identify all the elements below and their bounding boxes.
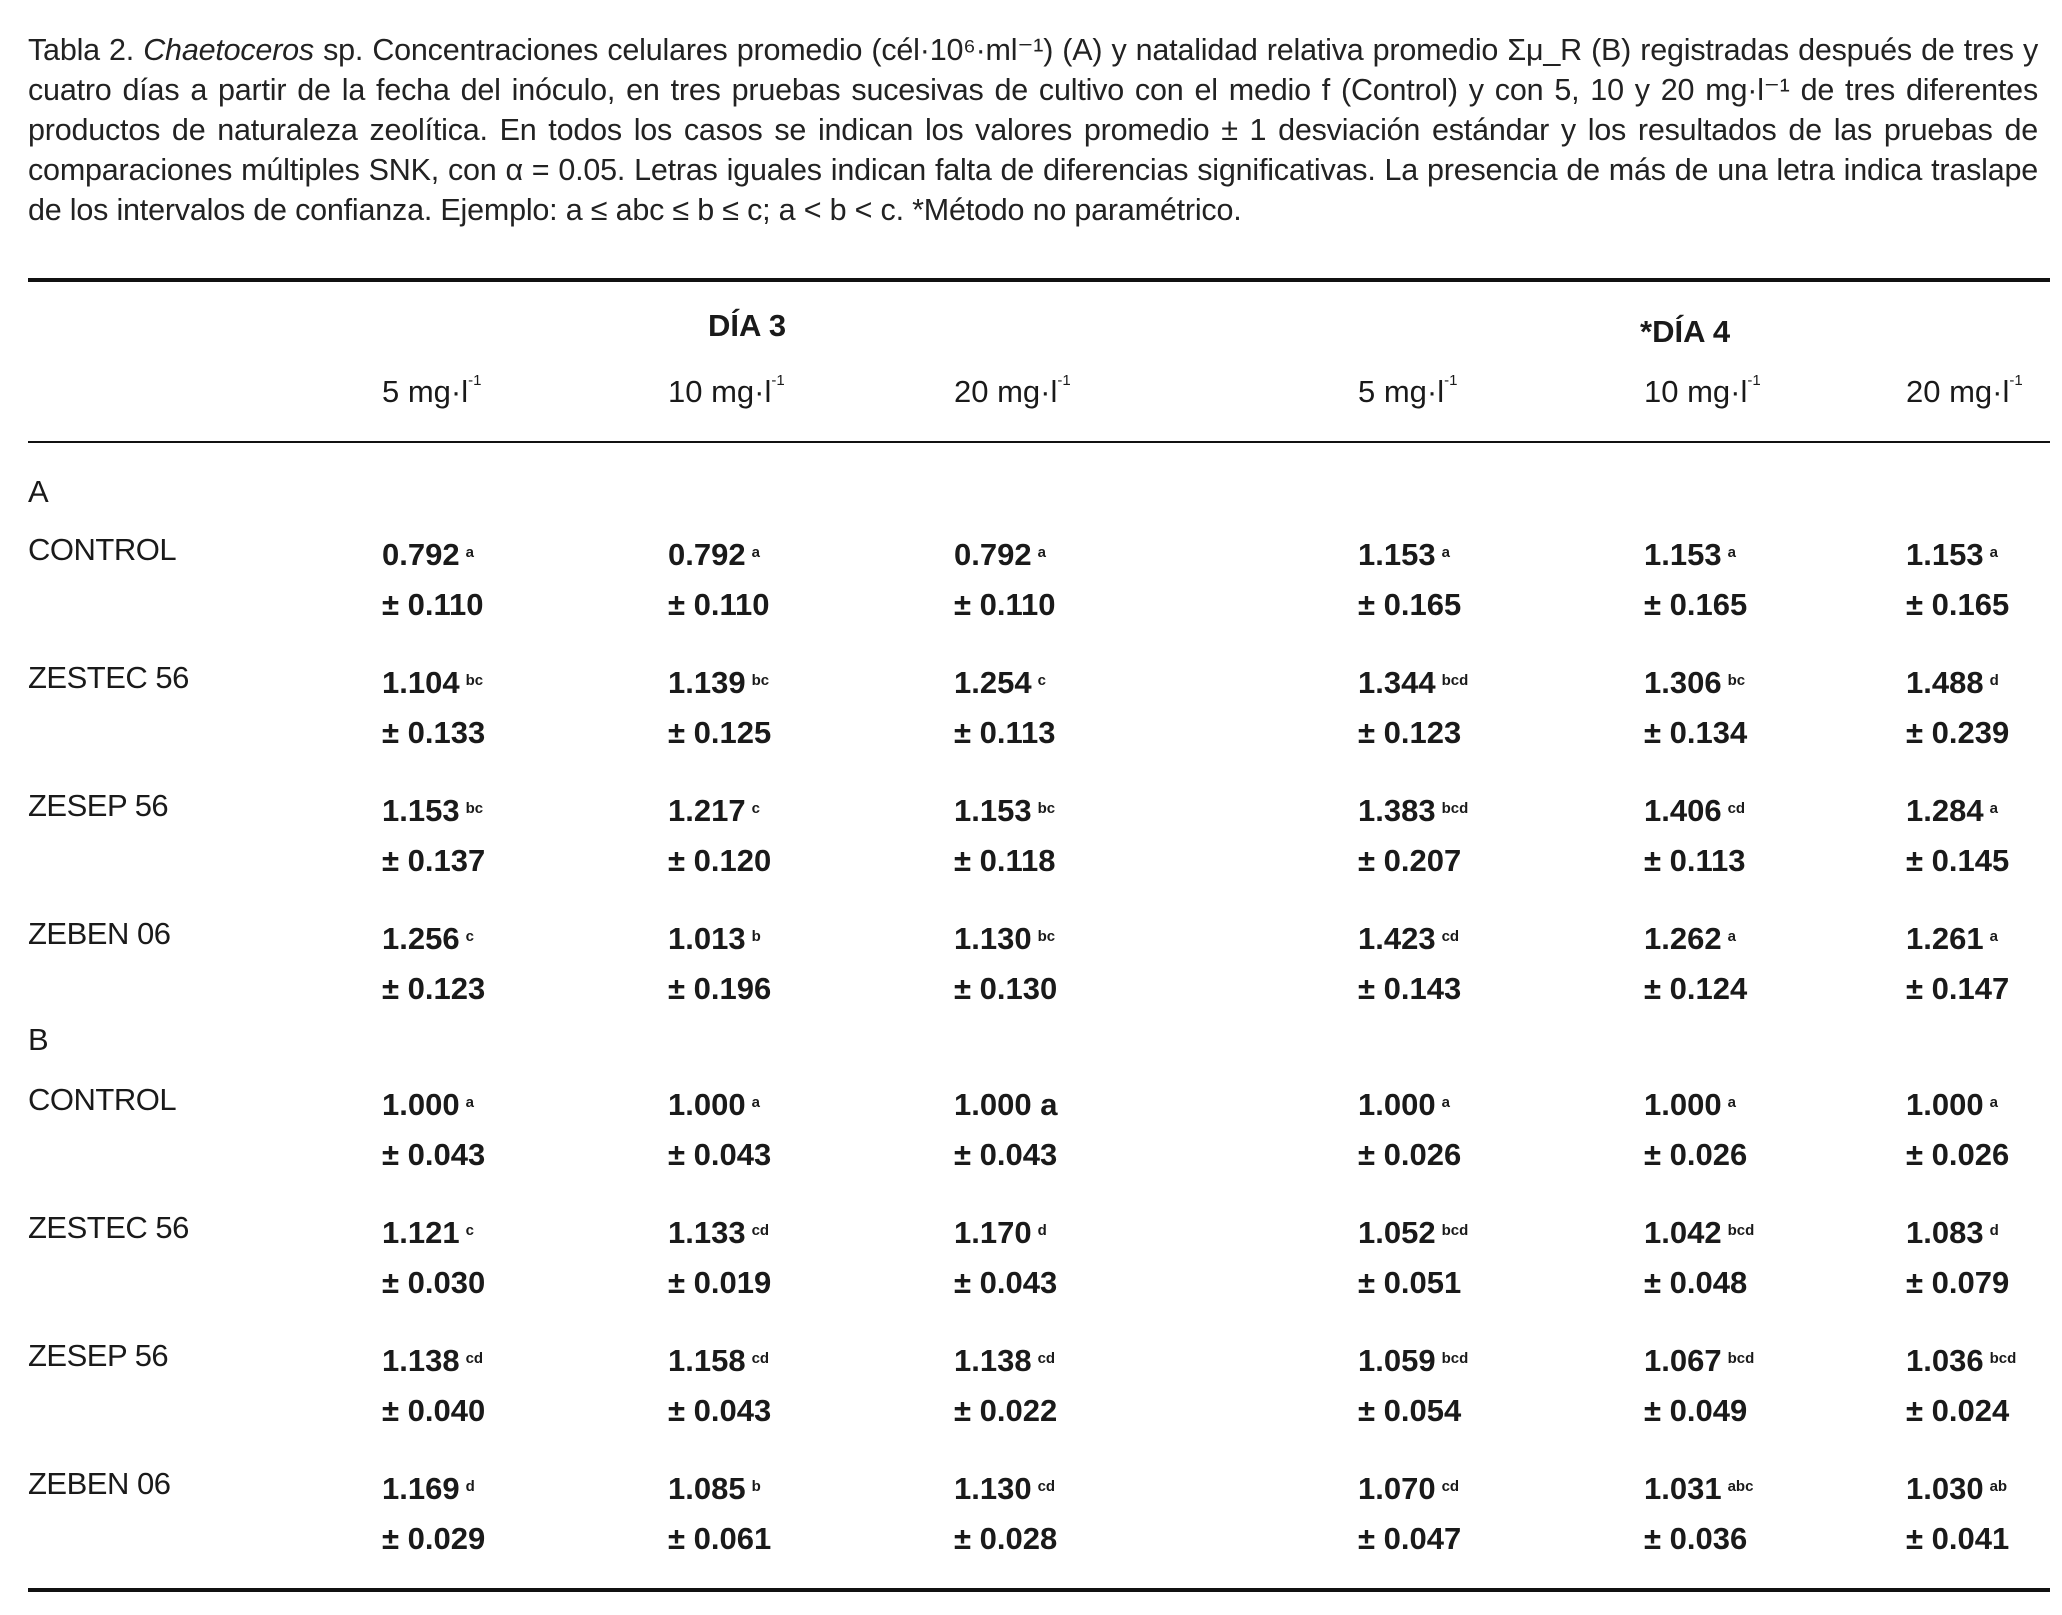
- cell-snk-letters: a: [1727, 928, 1736, 945]
- table-cell: [668, 530, 770, 630]
- table-cell: [954, 530, 1056, 630]
- cell-mean: 1.254: [954, 665, 1032, 700]
- table-cell: [1358, 1336, 1468, 1436]
- cell-mean: 1.104: [382, 665, 460, 700]
- cell-snk-letters: bc: [465, 672, 484, 689]
- cell-snk-letters: bcd: [1441, 1222, 1469, 1239]
- cell-std-dev: ± 0.048: [1644, 1265, 1748, 1300]
- unit-exponent: -1: [771, 372, 785, 389]
- cell-std-dev: ± 0.143: [1358, 971, 1462, 1006]
- unit-exponent: -1: [468, 372, 482, 389]
- cell-mean: 1.042: [1644, 1215, 1722, 1250]
- cell-std-dev: ± 0.113: [954, 715, 1056, 750]
- table-cell: [1644, 530, 1747, 630]
- cell-std-dev: ± 0.022: [954, 1393, 1058, 1428]
- cell-snk-letters: c: [465, 928, 474, 945]
- cell-std-dev: ± 0.165: [1358, 587, 1462, 622]
- cell-snk-letters: a: [465, 1094, 474, 1111]
- cell-mean: 1.000: [1644, 1087, 1722, 1122]
- table-cell: [382, 914, 485, 1014]
- cell-std-dev: ± 0.054: [1358, 1393, 1462, 1428]
- cell-snk-letters: bcd: [1727, 1222, 1755, 1239]
- cell-snk-letters: bc: [751, 672, 770, 689]
- concentration-header: [668, 374, 785, 410]
- unit-exponent: -1: [1057, 372, 1071, 389]
- cell-mean: 1.121: [382, 1215, 460, 1250]
- cell-snk-letters: bc: [1727, 672, 1746, 689]
- cell-std-dev: ± 0.026: [1906, 1137, 2010, 1172]
- table-cell: [954, 1208, 1057, 1308]
- cell-std-dev: ± 0.120: [668, 843, 772, 878]
- cell-mean: 1.344: [1358, 665, 1436, 700]
- concentration-header: [954, 374, 1071, 410]
- cell-mean: 1.130: [954, 1471, 1032, 1506]
- cell-mean: 0.792: [954, 537, 1032, 572]
- cell-std-dev: ± 0.047: [1358, 1521, 1462, 1556]
- cell-mean: 1.070: [1358, 1471, 1436, 1506]
- cell-snk-letters: cd: [751, 1222, 770, 1239]
- cell-mean: 1.000: [1906, 1087, 1984, 1122]
- table-cell: [954, 1464, 1057, 1564]
- table-cell: [668, 914, 771, 1014]
- day3-header: DÍA 3: [708, 308, 787, 343]
- cell-mean: 1.067: [1644, 1343, 1722, 1378]
- cell-snk-letters: a: [1037, 544, 1046, 561]
- cell-std-dev: ± 0.124: [1644, 971, 1748, 1006]
- cell-std-dev: ± 0.133: [382, 715, 486, 750]
- cell-snk-letters: a: [1441, 1094, 1450, 1111]
- cell-std-dev: ± 0.049: [1644, 1393, 1748, 1428]
- cell-mean: 1.000: [668, 1087, 746, 1122]
- table-cell: [1906, 1080, 2009, 1180]
- day4-header: *DÍA 4: [1640, 314, 1731, 349]
- concentration-label: 10 mg·l: [1644, 374, 1748, 409]
- cell-snk-letters: c: [465, 1222, 474, 1239]
- cell-snk-letters: bcd: [1441, 672, 1469, 689]
- cell-std-dev: ± 0.028: [954, 1521, 1058, 1556]
- cell-mean: 1.284: [1906, 793, 1984, 828]
- cell-snk-letters: b: [751, 928, 761, 945]
- concentration-label: 20 mg·l: [1906, 374, 2010, 409]
- table-cell: [668, 1208, 771, 1308]
- cell-std-dev: ± 0.030: [382, 1265, 486, 1300]
- cell-std-dev: ± 0.026: [1358, 1137, 1462, 1172]
- caption-label: Tabla 2.: [28, 33, 135, 67]
- row-label: ZESEP 56: [28, 1338, 169, 1373]
- cell-std-dev: ± 0.043: [382, 1137, 486, 1172]
- cell-snk-letters: bcd: [1441, 1350, 1469, 1367]
- cell-std-dev: ± 0.026: [1644, 1137, 1748, 1172]
- table-cell: [382, 1208, 485, 1308]
- cell-snk-letters: a: [1989, 928, 1998, 945]
- table-cell: [1358, 530, 1461, 630]
- concentration-label: 5 mg·l: [1358, 374, 1445, 409]
- cell-snk-letters: a: [1727, 1094, 1736, 1111]
- cell-mean: 1.031: [1644, 1471, 1722, 1506]
- cell-snk-letters: cd: [1441, 928, 1460, 945]
- cell-mean: 1.306: [1644, 665, 1722, 700]
- cell-mean: 1.000 a: [954, 1087, 1058, 1122]
- row-label: CONTROL: [28, 1082, 177, 1117]
- cell-std-dev: ± 0.051: [1358, 1265, 1462, 1300]
- cell-std-dev: ± 0.134: [1644, 715, 1748, 750]
- table-cell: [1906, 1336, 2016, 1436]
- cell-snk-letters: a: [465, 544, 474, 561]
- cell-mean: 1.059: [1358, 1343, 1436, 1378]
- table-cell: [1358, 1464, 1461, 1564]
- cell-snk-letters: d: [465, 1478, 475, 1495]
- row-label: ZESTEC 56: [28, 1210, 189, 1245]
- table-caption: [28, 30, 2038, 230]
- row-label: ZEBEN 06: [28, 1466, 171, 1501]
- cell-snk-letters: cd: [1727, 800, 1746, 817]
- concentration-header: [1906, 374, 2023, 410]
- cell-mean: 1.130: [954, 921, 1032, 956]
- cell-snk-letters: bc: [1037, 800, 1056, 817]
- cell-mean: 1.036: [1906, 1343, 1984, 1378]
- table-cell: [668, 1080, 771, 1180]
- row-label: ZESTEC 56: [28, 660, 189, 695]
- table-cell: [1906, 530, 2009, 630]
- table-cell: [382, 1336, 485, 1436]
- section-label: A: [28, 474, 49, 509]
- cell-std-dev: ± 0.137: [382, 843, 486, 878]
- cell-snk-letters: d: [1989, 672, 1999, 689]
- cell-mean: 1.261: [1906, 921, 1984, 956]
- table-cell: [1644, 1080, 1747, 1180]
- row-label: ZESEP 56: [28, 788, 169, 823]
- table-cell: [668, 786, 771, 886]
- cell-std-dev: ± 0.043: [954, 1137, 1058, 1172]
- table-cell: [1358, 786, 1468, 886]
- table-cell: [382, 1080, 485, 1180]
- table-top-rule: [28, 278, 2050, 282]
- table-cell: [1906, 1464, 2009, 1564]
- concentration-label: 10 mg·l: [668, 374, 772, 409]
- cell-std-dev: ± 0.019: [668, 1265, 772, 1300]
- table-cell: [1644, 786, 1746, 886]
- cell-snk-letters: cd: [751, 1350, 770, 1367]
- table-cell: [382, 658, 485, 758]
- cell-std-dev: ± 0.079: [1906, 1265, 2010, 1300]
- cell-mean: 1.133: [668, 1215, 746, 1250]
- unit-exponent: -1: [1444, 372, 1458, 389]
- unit-exponent: -1: [1747, 372, 1761, 389]
- cell-std-dev: ± 0.029: [382, 1521, 486, 1556]
- cell-std-dev: ± 0.043: [954, 1265, 1058, 1300]
- cell-mean: 1.139: [668, 665, 746, 700]
- concentration-header: [1358, 374, 1457, 410]
- table-cell: [1644, 658, 1747, 758]
- cell-mean: 0.792: [382, 537, 460, 572]
- table-cell: [382, 530, 484, 630]
- table-cell: [954, 914, 1057, 1014]
- concentration-label: 5 mg·l: [382, 374, 469, 409]
- table-cell: [668, 1464, 771, 1564]
- cell-std-dev: ± 0.165: [1906, 587, 2010, 622]
- cell-std-dev: ± 0.036: [1644, 1521, 1748, 1556]
- cell-std-dev: ± 0.147: [1906, 971, 2010, 1006]
- cell-snk-letters: cd: [1037, 1350, 1056, 1367]
- cell-mean: 1.000: [382, 1087, 460, 1122]
- cell-snk-letters: cd: [1441, 1478, 1460, 1495]
- cell-mean: 1.423: [1358, 921, 1436, 956]
- table-cell: [954, 1080, 1057, 1180]
- table-cell: [1906, 786, 2009, 886]
- cell-mean: 1.153: [954, 793, 1032, 828]
- table-cell: [954, 1336, 1057, 1436]
- cell-snk-letters: bcd: [1727, 1350, 1755, 1367]
- table-cell: [1644, 914, 1747, 1014]
- table-cell: [1358, 658, 1468, 758]
- table-cell: [1906, 658, 2009, 758]
- cell-snk-letters: a: [1727, 544, 1736, 561]
- cell-std-dev: ± 0.207: [1358, 843, 1462, 878]
- cell-snk-letters: cd: [465, 1350, 484, 1367]
- table-cell: [668, 1336, 771, 1436]
- section-label: B: [28, 1022, 49, 1057]
- cell-mean: 1.138: [954, 1343, 1032, 1378]
- cell-mean: 1.217: [668, 793, 746, 828]
- cell-mean: 1.052: [1358, 1215, 1436, 1250]
- table-cell: [1644, 1336, 1754, 1436]
- table-cell: [668, 658, 771, 758]
- cell-std-dev: ± 0.125: [668, 715, 772, 750]
- concentration-header: [1644, 374, 1761, 410]
- table-bottom-rule: [28, 1588, 2050, 1592]
- row-label: ZEBEN 06: [28, 916, 171, 951]
- table-cell: [382, 1464, 485, 1564]
- cell-std-dev: ± 0.165: [1644, 587, 1748, 622]
- table-cell: [382, 786, 485, 886]
- cell-snk-letters: a: [751, 1094, 760, 1111]
- cell-mean: 1.138: [382, 1343, 460, 1378]
- cell-mean: 1.000: [1358, 1087, 1436, 1122]
- cell-snk-letters: cd: [1037, 1478, 1056, 1495]
- cell-snk-letters: c: [751, 800, 760, 817]
- caption-text: sp. Concentraciones celulares promedio (cél·10⁶·ml⁻¹) (A) y natalidad relativa promedio Σμ_R (B) registradas después de tres y cuatro días a partir de la fecha del inóculo, en tres pruebas sucesivas de cultivo con el medio f (Control) y con 5, 10 y 20 mg·l⁻¹ de tres diferentes productos de naturaleza zeolítica. En todos los casos se indican los valores promedio ± 1 desviación estándar y los resultados de las pruebas de comparaciones múltiples SNK, con α = 0.05. Letras iguales indican falta de diferencias significativas. La presencia de más de una letra indica traslape de los intervalos de confianza. Ejemplo: a ≤ abc ≤ b ≤ c; a < b < c. *Método no paramétrico.: [28, 33, 2039, 227]
- concentration-header: [382, 374, 481, 410]
- row-label: CONTROL: [28, 532, 177, 567]
- cell-std-dev: ± 0.043: [668, 1137, 772, 1172]
- cell-snk-letters: ab: [1989, 1478, 2008, 1495]
- cell-std-dev: ± 0.123: [382, 971, 486, 1006]
- cell-std-dev: ± 0.123: [1358, 715, 1462, 750]
- cell-std-dev: ± 0.145: [1906, 843, 2010, 878]
- cell-mean: 1.488: [1906, 665, 1984, 700]
- cell-std-dev: ± 0.196: [668, 971, 772, 1006]
- caption-species: Chaetoceros: [143, 33, 314, 67]
- cell-mean: 1.158: [668, 1343, 746, 1378]
- cell-std-dev: ± 0.110: [668, 587, 770, 622]
- cell-std-dev: ± 0.061: [668, 1521, 772, 1556]
- table-cell: [1906, 914, 2009, 1014]
- table-cell: [1906, 1208, 2009, 1308]
- cell-mean: 1.169: [382, 1471, 460, 1506]
- cell-std-dev: ± 0.113: [1644, 843, 1746, 878]
- cell-mean: 1.153: [1358, 537, 1436, 572]
- cell-snk-letters: d: [1989, 1222, 1999, 1239]
- cell-std-dev: ± 0.118: [954, 843, 1056, 878]
- cell-snk-letters: a: [1441, 544, 1450, 561]
- table-cell: [954, 786, 1056, 886]
- cell-mean: 1.262: [1644, 921, 1722, 956]
- table-cell: [1644, 1464, 1753, 1564]
- cell-snk-letters: b: [751, 1478, 761, 1495]
- cell-snk-letters: bcd: [1441, 800, 1469, 817]
- cell-snk-letters: bc: [1037, 928, 1056, 945]
- cell-std-dev: ± 0.110: [382, 587, 484, 622]
- cell-std-dev: ± 0.043: [668, 1393, 772, 1428]
- cell-snk-letters: bcd: [1989, 1350, 2017, 1367]
- cell-mean: 1.030: [1906, 1471, 1984, 1506]
- cell-mean: 1.153: [1906, 537, 1984, 572]
- cell-std-dev: ± 0.110: [954, 587, 1056, 622]
- cell-mean: 1.153: [1644, 537, 1722, 572]
- cell-mean: 1.013: [668, 921, 746, 956]
- cell-mean: 1.256: [382, 921, 460, 956]
- cell-mean: 1.406: [1644, 793, 1722, 828]
- concentration-label: 20 mg·l: [954, 374, 1058, 409]
- cell-mean: 1.153: [382, 793, 460, 828]
- unit-exponent: -1: [2009, 372, 2023, 389]
- cell-std-dev: ± 0.040: [382, 1393, 486, 1428]
- table-cell: [1358, 914, 1461, 1014]
- cell-snk-letters: a: [1989, 800, 1998, 817]
- cell-mean: 1.383: [1358, 793, 1436, 828]
- cell-mean: 0.792: [668, 537, 746, 572]
- cell-snk-letters: a: [1989, 544, 1998, 561]
- cell-std-dev: ± 0.024: [1906, 1393, 2010, 1428]
- cell-snk-letters: a: [751, 544, 760, 561]
- cell-snk-letters: c: [1037, 672, 1046, 689]
- cell-mean: 1.083: [1906, 1215, 1984, 1250]
- table-cell: [954, 658, 1056, 758]
- cell-std-dev: ± 0.130: [954, 971, 1058, 1006]
- cell-snk-letters: a: [1989, 1094, 1998, 1111]
- cell-snk-letters: abc: [1727, 1478, 1754, 1495]
- cell-snk-letters: bc: [465, 800, 484, 817]
- cell-snk-letters: d: [1037, 1222, 1047, 1239]
- cell-std-dev: ± 0.239: [1906, 715, 2010, 750]
- table-cell: [1644, 1208, 1754, 1308]
- table-cell: [1358, 1208, 1468, 1308]
- cell-std-dev: ± 0.041: [1906, 1521, 2010, 1556]
- cell-mean: 1.170: [954, 1215, 1032, 1250]
- table-header-rule: [28, 441, 2050, 443]
- cell-mean: 1.085: [668, 1471, 746, 1506]
- table-cell: [1358, 1080, 1461, 1180]
